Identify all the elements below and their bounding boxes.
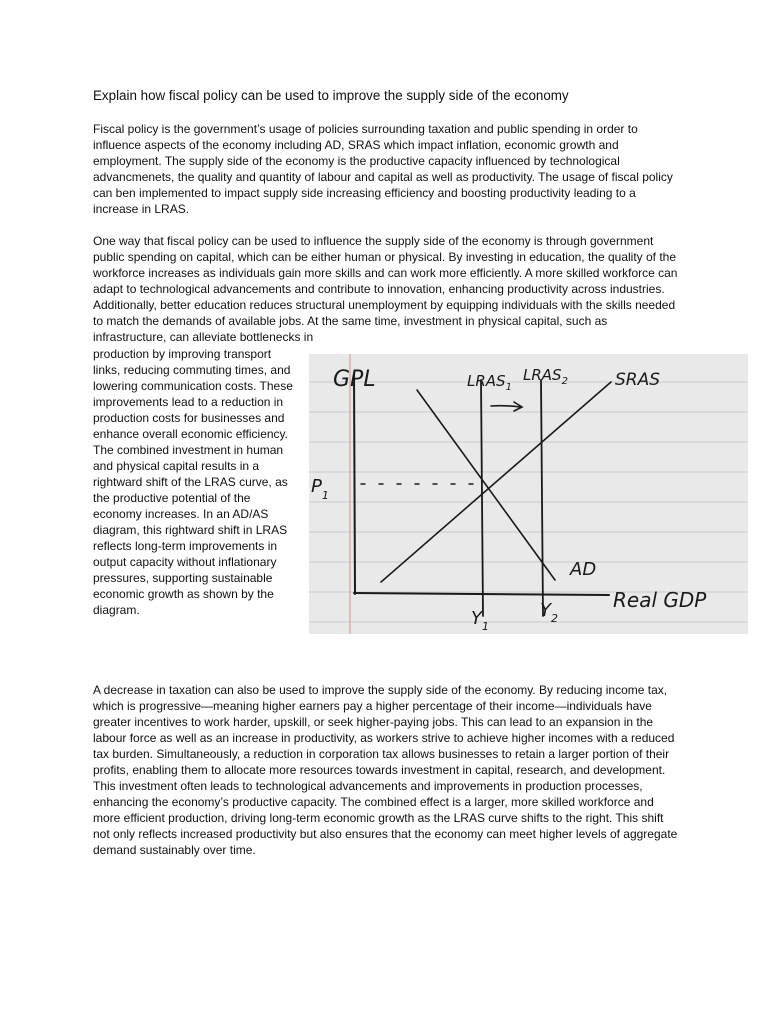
- essay-title: Explain how fiscal policy can be used to improve the supply side of the economy: [93, 88, 569, 103]
- paragraph-wrapped: production by improving transport links, reducing commuting times, and lowering communication costs. These improvements lead to a reduction in production costs for businesses and enhance overall economic efficiency. The combined investment in human and physical capital results in a rightward shift of the LRAS curve, as the productive potential of the economy increases. In an AD/AS diagram, this rightward shift in LRAS reflects long-term improvements in output capacity without inflationary pressures, supporting sustainable economic growth as shown by the diagram.: [93, 347, 293, 617]
- y-axis: [354, 374, 355, 594]
- lras1-label: $LRAS_1$: [467, 372, 512, 393]
- sras-label: SRAS: [615, 370, 661, 390]
- x-axis-label: Real GDP: [613, 588, 707, 612]
- ad-label: AD: [570, 559, 597, 580]
- ad-as-diagram-photo: [309, 354, 748, 634]
- y1-label: $Y_1$: [471, 608, 489, 633]
- y2-label: $Y_2$: [540, 600, 558, 625]
- paragraph-intro: Fiscal policy is the government’s usage of policies surrounding taxation and public spending in order to influence aspects of the economy including AD, SRAS which impact inflation, economic growth and employment. The supply side of the economy is the productive capacity influenced by technological advancmenets, the quality and quantity of labour and capital as well as productivity. The usage of fiscal policy can ben implemented to impact supply side increasing efficiency and boosting productivity leading to a increase in LRAS.: [93, 122, 673, 216]
- lras2-label: $LRAS_2$: [523, 366, 568, 387]
- paragraph-public-spending: One way that fiscal policy can be used to influence the supply side of the economy is through government public spending on capital, which can be either human or physical. By investing in education, the quality of the workforce increases as individuals gain more skills and can work more efficiently. A more skilled workforce can adapt to technological advancements and contribute to innovation, enhancing productivity across industries. Additionally, better education reduces structural unemployment by equipping individuals with the skills needed to match the demands of available jobs. At the same time, investment in physical capital, such as infrastructure, can alleviate bottlenecks in: [93, 234, 678, 344]
- y-axis-label: GPL: [333, 367, 376, 392]
- ad-as-diagram: [309, 354, 748, 634]
- paragraph-taxation: A decrease in taxation can also be used to improve the supply side of the economy. By reducing income tax, which is progressive—meaning higher earners pay a higher percentage of their income—individuals have greater incentives to work harder, upskill, or seek higher-paying jobs. This can lead to an expansion in the labour force as well as an increase in productivity, as workers strive to achieve higher incomes with a reduced tax burden. Simultaneously, a reduction in corporation tax allows businesses to retain a larger portion of their profits, enabling them to allocate more resources towards investment in capital, research, and development. This investment often leads to technological advancements and improvements in production processes, enhancing the economy’s productive capacity. The combined effect is a larger, more skilled workforce and more efficient production, driving long-term economic growth as the LRAS curve shifts to the right. This shift not only reflects increased productivity but also ensures that the economy can meet higher levels of aggregate demand sustainably over time.: [93, 683, 678, 857]
- price-level-label: $P_1$: [311, 476, 329, 502]
